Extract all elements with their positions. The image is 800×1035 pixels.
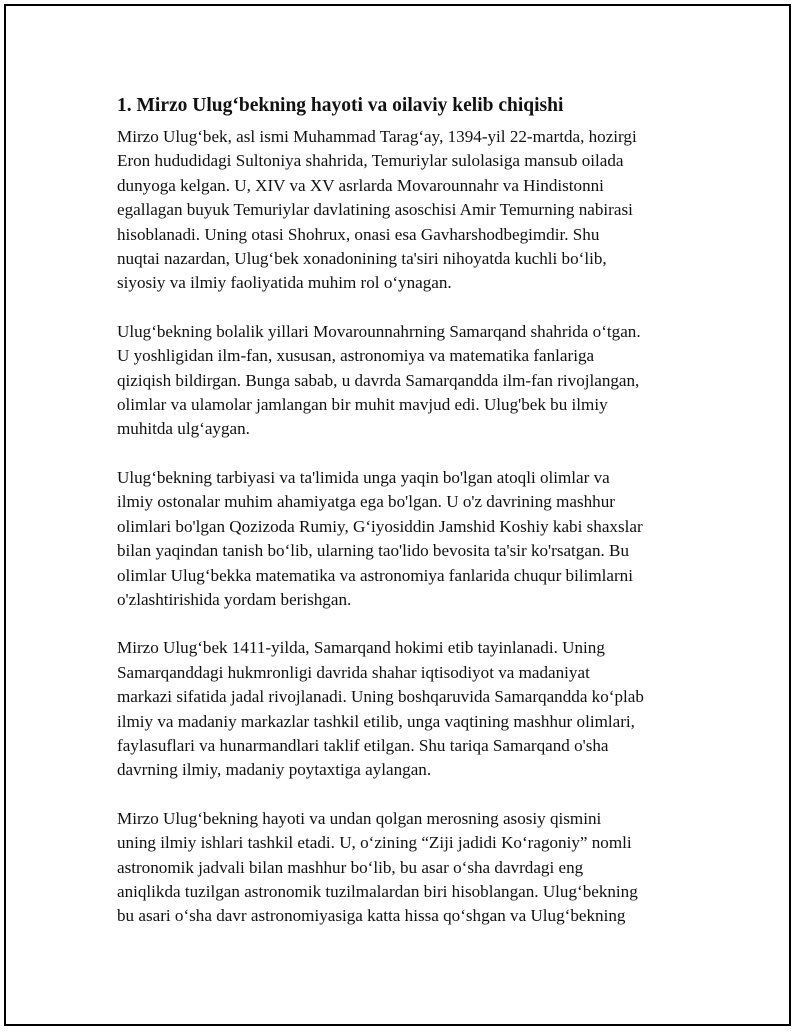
paragraph-1 — [117, 125, 687, 296]
paragraph-line: aniqlikda tuzilgan astronomik tuzilmalardan biri hisoblangan. Ulug‘bekning — [117, 881, 638, 901]
paragraph-line: muhitda ulg‘aygan. — [117, 419, 250, 439]
paragraph-line: egallagan buyuk Temuriylar davlatining asoschisi Amir Temurning nabirasi — [117, 200, 633, 220]
paragraph-line: faylasuflari va hunarmandlari taklif etilgan. Shu tariqa Samarqand o'sha — [117, 735, 609, 755]
paragraph-line: davrning ilmiy, madaniy poytaxtiga aylangan. — [117, 760, 432, 780]
paragraph-2 — [117, 320, 687, 442]
document-body — [117, 92, 687, 953]
paragraph-3 — [117, 466, 687, 612]
paragraph-line: bu asari o‘sha davr astronomiyasiga katta hissa qo‘shgan va Ulug‘bekning — [117, 906, 626, 926]
paragraph-line: Mirzo Ulug‘bek 1411-yilda, Samarqand hokimi etib tayinlanadi. Uning — [117, 638, 605, 658]
paragraph-line: Ulug‘bekning tarbiyasi va ta'limida unga yaqin bo'lgan atoqli olimlar va — [117, 467, 610, 487]
paragraph-line: Mirzo Ulug‘bekning hayoti va undan qolgan merosning asosiy qismini — [117, 808, 602, 828]
paragraph-line: o'zlashtirishida yordam berishgan. — [117, 589, 352, 609]
paragraph-line: Samarqanddagi hukmronligi davrida shahar iqtisodiyot va madaniyat — [117, 662, 590, 682]
paragraph-line: uning ilmiy ishlari tashkil etadi. U, o‘zining “Ziji jadidi Ko‘ragoniy” nomli — [117, 833, 632, 853]
paragraph-line: Ulug‘bekning bolalik yillari Movarounnahrning Samarqand shahrida o‘tgan. — [117, 321, 641, 341]
paragraph-line: olimlar va ulamolar jamlangan bir muhit mavjud edi. Ulug'bek bu ilmiy — [117, 395, 608, 415]
paragraph-line: ilmiy ostonalar muhim ahamiyatga ega bo'lgan. U o'z davrining mashhur — [117, 492, 615, 512]
paragraph-line: nuqtai nazardan, Ulug‘bek xonadonining ta'siri nihoyatda kuchli bo‘lib, — [117, 249, 607, 269]
section-heading: 1. Mirzo Ulug‘bekning hayoti va oilaviy kelib chiqishi — [117, 95, 564, 116]
paragraph-line: siyosiy va ilmiy faoliyatida muhim rol o‘ynagan. — [117, 273, 452, 293]
paragraph-4 — [117, 636, 687, 782]
paragraph-line: astronomik jadvali bilan mashhur bo‘lib, bu asar o‘sha davrdagi eng — [117, 857, 584, 877]
paragraph-line: Mirzo Ulug‘bek, asl ismi Muhammad Tarag‘ay, 1394-yil 22-martda, hozirgi — [117, 127, 637, 146]
paragraphs-container — [117, 125, 687, 929]
paragraph-line: hisoblanadi. Uning otasi Shohrux, onasi esa Gavharshodbegimdir. Shu — [117, 224, 600, 244]
paragraph-line: qiziqish bildirgan. Bunga sabab, u davrda Samarqandda ilm-fan rivojlangan, — [117, 370, 640, 390]
paragraph-line: dunyoga kelgan. U, XIV va XV asrlarda Movarounnahr va Hindistonni — [117, 175, 604, 195]
paragraph-line: ilmiy va madaniy markazlar tashkil etilib, unga vaqtining mashhur olimlari, — [117, 711, 635, 731]
paragraph-5 — [117, 807, 687, 929]
paragraph-line: olimlari bo'lgan Qozizoda Rumiy, G‘iyosiddin Jamshid Koshiy kabi shaxslar — [117, 516, 643, 536]
paragraph-line: Eron hududidagi Sultoniya shahrida, Temuriylar sulolasiga mansub oilada — [117, 151, 624, 171]
paragraph-line: bilan yaqindan tanish bo‘lib, ularning tao'lido bevosita ta'sir ko'rsatgan. Bu — [117, 541, 629, 561]
paragraph-line: olimlar Ulug‘bekka matematika va astronomiya fanlarida chuqur bilimlarni — [117, 565, 633, 585]
paragraph-line: U yoshligidan ilm-fan, xususan, astronomiya va matematika fanlariga — [117, 346, 595, 366]
paragraph-line: markazi sifatida jadal rivojlanadi. Uning boshqaruvida Samarqandda ko‘plab — [117, 687, 644, 707]
